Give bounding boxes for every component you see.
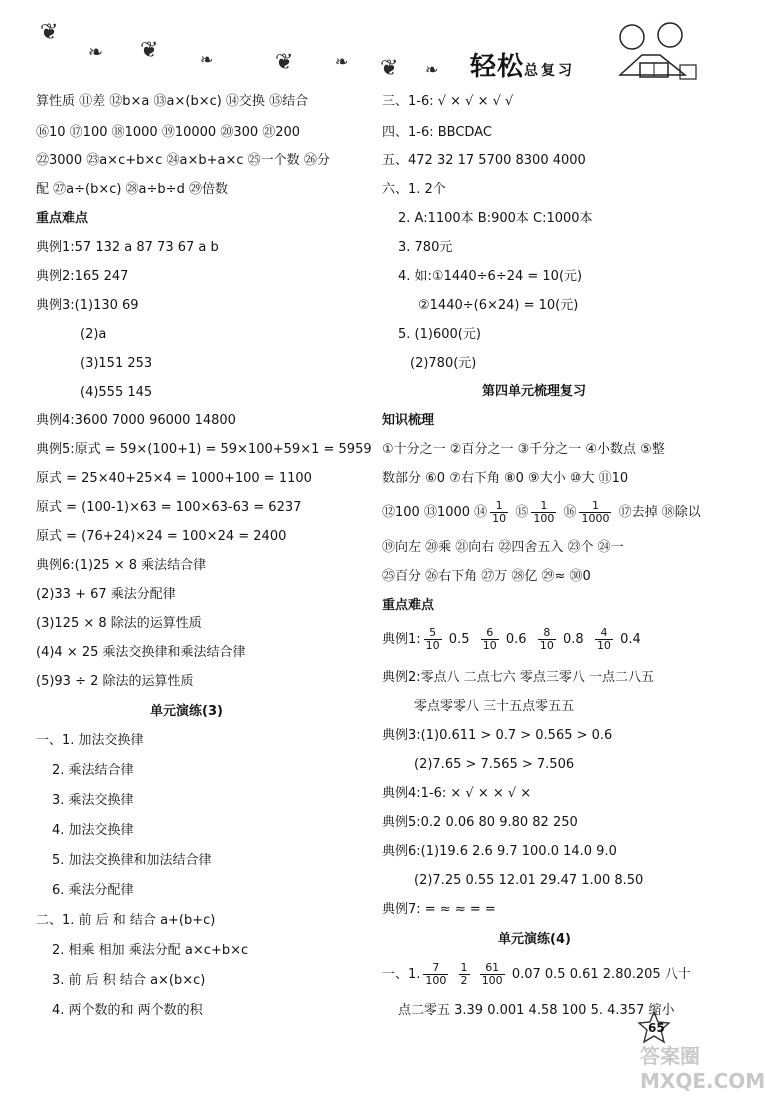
denominator: 10 xyxy=(482,639,497,652)
right-line-text: 0.4 xyxy=(620,632,641,647)
brand-big: 轻松 xyxy=(470,52,525,82)
right-line-text: 0.5 xyxy=(448,632,470,647)
numerator: 1 xyxy=(579,500,611,513)
right-line: 典例6:(1)19.6 2.6 9.7 100.0 14.0 9.0 xyxy=(382,844,617,859)
brand-title xyxy=(470,46,575,83)
section-heading: 单元演练(3) xyxy=(150,704,223,719)
right-line: 3. 780元 xyxy=(398,240,453,255)
section-heading: 第四单元梳理复习 xyxy=(482,384,587,399)
left-line: (5)93 ÷ 2 除法的运算性质 xyxy=(36,674,194,689)
numerator: 4 xyxy=(595,627,613,640)
right-line: (2)780(元) xyxy=(410,356,477,371)
left-line: 4. 加法交换律 xyxy=(52,823,134,838)
right-line: (2)7.65 > 7.565 > 7.506 xyxy=(414,757,575,772)
fraction xyxy=(538,627,556,652)
numerator: 8 xyxy=(538,627,556,640)
right-line: 典例4:1-6: × √ × × √ × xyxy=(382,786,532,801)
right-line: ②1440÷(6×24) = 10(元) xyxy=(418,298,579,313)
brand-small: 总复习 xyxy=(524,63,576,79)
left-line: 典例5:原式 = 59×(100+1) = 59×100+59×1 = 5959 xyxy=(36,442,372,457)
right-line: 典例5:0.2 0.06 80 9.80 82 250 xyxy=(382,815,578,830)
denominator: 100 xyxy=(425,974,447,987)
left-line: 原式 = 25×40+25×4 = 1000+100 = 1100 xyxy=(36,471,312,486)
fraction xyxy=(481,627,499,652)
fraction xyxy=(531,500,556,525)
numerator: 7 xyxy=(423,962,448,975)
numerator: 5 xyxy=(424,627,442,640)
fraction xyxy=(595,627,613,652)
right-line-text: ⑫100 ⑬1000 ⑭ xyxy=(382,505,488,520)
numerator: 6 xyxy=(481,627,499,640)
numerator: 1 xyxy=(531,500,556,513)
watermark: 答案圈 MXQE.COM xyxy=(640,1044,765,1093)
left-line: 2. 乘法结合律 xyxy=(52,763,134,778)
right-line xyxy=(382,500,701,525)
denominator: 100 xyxy=(481,974,503,987)
maple-leaf-icon: ❦ xyxy=(380,56,399,81)
right-line: 六、1. 2个 xyxy=(382,182,446,197)
right-line-text: ⑰去掉 ⑱除以 xyxy=(618,505,701,520)
left-line: (2)a xyxy=(80,327,107,342)
left-line: 2. 相乘 相加 乘法分配 a×c+b×c xyxy=(52,943,249,958)
right-line: 数部分 ⑥0 ⑦右下角 ⑧0 ⑨大小 ⑩大 ⑪10 xyxy=(382,471,629,486)
right-line xyxy=(382,962,691,987)
numerator: 1 xyxy=(490,500,508,513)
maple-leaf-icon: ❧ xyxy=(425,60,439,79)
fraction xyxy=(579,500,611,525)
right-line: 零点零零八 三十五点零五五 xyxy=(414,699,575,714)
right-line-text: ⑮ xyxy=(515,505,529,520)
left-line: 3. 前 后 积 结合 a×(b×c) xyxy=(52,973,206,988)
maple-leaf-icon: ❧ xyxy=(335,52,349,71)
left-line: 6. 乘法分配律 xyxy=(52,883,134,898)
maple-leaf-icon: ❧ xyxy=(200,50,214,69)
maple-leaf-icon: ❦ xyxy=(140,38,159,63)
fraction xyxy=(424,627,442,652)
denominator: 1000 xyxy=(581,512,610,525)
right-line: 典例7: = ≈ ≈ = = xyxy=(382,902,496,917)
left-line: 原式 = (100-1)×63 = 100×63-63 = 6237 xyxy=(36,500,302,515)
maple-leaf-icon: ❦ xyxy=(40,20,59,45)
reading-children-illustration-icon xyxy=(610,15,700,85)
right-line: 2. A:1100本 B:900本 C:1000本 xyxy=(398,211,593,226)
right-line: 典例2:零点八 二点七六 零点三零八 一点二八五 xyxy=(382,670,655,685)
right-line-text: ⑯ xyxy=(563,505,577,520)
fraction xyxy=(423,962,448,987)
right-line: 典例3:(1)0.611 > 0.7 > 0.565 > 0.6 xyxy=(382,728,613,743)
section-heading: 知识梳理 xyxy=(382,413,435,428)
right-line-text: 典例1: xyxy=(382,632,421,647)
right-line: ㉕百分 ㉖右下角 ㉗万 ㉘亿 ㉙≈ ㉚0 xyxy=(382,569,591,584)
left-line: 3. 乘法交换律 xyxy=(52,793,134,808)
fraction xyxy=(459,962,470,987)
left-line: (2)33 + 67 乘法分配律 xyxy=(36,587,176,602)
maple-leaf-icon: ❧ xyxy=(88,42,104,63)
left-line: 典例3:(1)130 69 xyxy=(36,298,139,313)
right-line-text: 0.07 0.5 0.61 2.80.205 八十 xyxy=(511,967,691,982)
section-heading: 重点难点 xyxy=(382,598,435,613)
right-line: 4. 如:①1440÷6÷24 = 10(元) xyxy=(398,269,583,284)
left-line: (4)4 × 25 乘法交换律和乘法结合律 xyxy=(36,645,246,660)
right-line-text: 0.8 xyxy=(562,632,584,647)
left-line: 5. 加法交换律和加法结合律 xyxy=(52,853,212,868)
left-line: 典例2:165 247 xyxy=(36,269,129,284)
left-line: 一、1. 加法交换律 xyxy=(36,733,144,748)
right-line: (2)7.25 0.55 12.01 29.47 1.00 8.50 xyxy=(414,873,644,888)
right-line: 5. (1)600(元) xyxy=(398,327,481,342)
numerator: 1 xyxy=(460,961,468,974)
left-line: 算性质 ⑪差 ⑫b×a ⑬a×(b×c) ⑭交换 ⑮结合 xyxy=(36,94,309,109)
right-line-text: 一、1. xyxy=(382,967,421,982)
left-line: 4. 两个数的和 两个数的积 xyxy=(52,1003,203,1018)
denominator: 10 xyxy=(425,639,440,652)
fraction xyxy=(480,962,505,987)
left-line: 二、1. 前 后 和 结合 a+(b+c) xyxy=(36,913,216,928)
left-line: (4)555 145 xyxy=(80,385,153,400)
denominator: 10 xyxy=(596,639,611,652)
left-line: 典例1:57 132 a 87 73 67 a b xyxy=(36,240,219,255)
right-line: 点二零五 3.39 0.001 4.58 100 5. 4.357 缩小 xyxy=(398,1003,675,1018)
page-number: 65 xyxy=(648,1021,665,1035)
section-heading: 单元演练(4) xyxy=(498,932,571,947)
right-line: ⑲向左 ⑳乘 ㉑向右 ㉒四舍五入 ㉓个 ㉔一 xyxy=(382,540,624,555)
left-line: 典例6:(1)25 × 8 乘法结合律 xyxy=(36,558,207,573)
left-line: (3)151 253 xyxy=(80,356,153,371)
left-line: ⑯10 ⑰100 ⑱1000 ⑲10000 ⑳300 ㉑200 xyxy=(36,125,301,140)
denominator: 2 xyxy=(460,974,468,987)
page-header xyxy=(0,0,750,90)
denominator: 10 xyxy=(539,639,554,652)
right-line xyxy=(382,627,641,652)
left-line: 配 ㉗a÷(b×c) ㉘a÷b÷d ㉙倍数 xyxy=(36,182,228,197)
right-line-text: 0.6 xyxy=(505,632,527,647)
fraction xyxy=(490,500,508,525)
denominator: 100 xyxy=(533,512,555,525)
left-line: ㉒3000 ㉓a×c+b×c ㉔a×b+a×c ㉕一个数 ㉖分 xyxy=(36,153,330,168)
section-heading: 重点难点 xyxy=(36,211,89,226)
denominator: 10 xyxy=(492,512,507,525)
numerator: 61 xyxy=(480,962,505,975)
right-line: 五、472 32 17 5700 8300 4000 xyxy=(382,153,586,168)
left-line: 原式 = (76+24)×24 = 100×24 = 2400 xyxy=(36,529,287,544)
left-line: 典例4:3600 7000 96000 14800 xyxy=(36,413,236,428)
maple-leaf-icon: ❦ xyxy=(275,50,294,75)
left-line: (3)125 × 8 除法的运算性质 xyxy=(36,616,202,631)
right-line: 四、1-6: BBCDAC xyxy=(382,125,492,140)
right-line: 三、1-6: √ × √ × √ √ xyxy=(382,94,514,109)
right-line: ①十分之一 ②百分之一 ③千分之一 ④小数点 ⑤整 xyxy=(382,442,665,457)
